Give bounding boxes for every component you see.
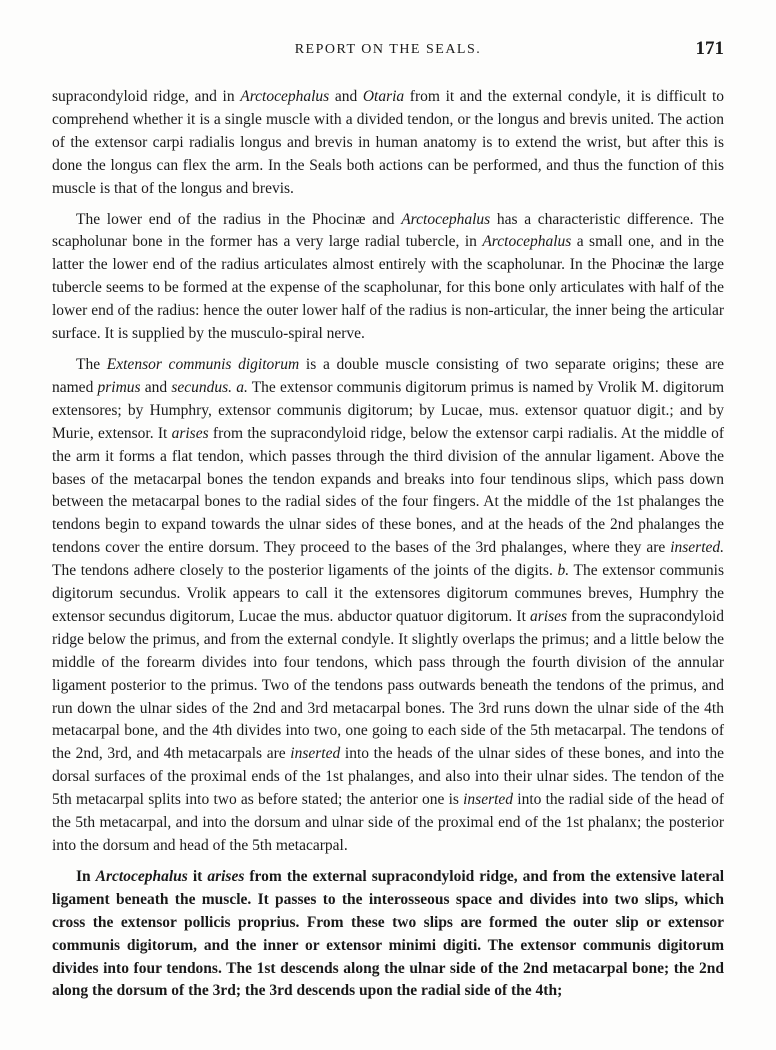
italic-text: inserted — [290, 745, 341, 763]
italic-text: Arctocephalus — [95, 867, 188, 885]
text-run: supracondyloid ridge, and in — [52, 88, 241, 105]
text-run: it — [187, 867, 208, 885]
italic-text: Arctocephalus — [482, 233, 572, 251]
text-run: The tendons adhere closely to the posterior ligaments of the joints of the digits. — [52, 562, 558, 580]
italic-text: secundus. — [171, 378, 233, 396]
page-number: 171 — [695, 38, 724, 59]
text-run: from the supracondyloid ridge below the primus, and from the external condyle. It slightly overlaps the primus; and a little below the middle of the forearm divides into four tendons, which pass through the fourth division of the annular ligament posterior to the primus. Two of the tendons pass outwards beneath the tendons of the primus, and run down the ulnar sides of the 2nd and 3rd metacarpal bones. The 3rd runs down the ulnar side of the 4th metacarpal bone, and the 4th divides into two, one going to each side of the 5th metacarpal. The tendons of the 2nd, 3rd, and 4th metacarpals are — [52, 607, 725, 763]
body-text — [52, 86, 724, 1003]
italic-text: Arctocephalus — [401, 210, 491, 228]
italic-text: primus — [97, 378, 141, 396]
text-run: and — [140, 378, 172, 396]
italic-text: Extensor communis digitorum — [106, 355, 300, 373]
italic-text: Arctocephalus — [240, 88, 330, 105]
paragraph-4 — [52, 866, 724, 1003]
text-run: The extensor communis digitorum secundus. Vrolik appears to call it the extensores digitorum communes breves, Humphry the extensor secundus digitorum, Lucae the mus. abductor quatuor digitorum. It — [52, 562, 724, 625]
italic-text: a. — [236, 378, 248, 396]
paragraph-1 — [52, 86, 724, 201]
text-run: from the supracondyloid ridge, below the extensor carpi radialis. At the middle of the arm it forms a flat tendon, which passes through the third division of the annular ligament. Above the bases of the metacarpal bones the tendon expands and breaks into four tendinous slips, which pass down between the metacarpal bones to the radial sides of the four fingers. At the middle of the 1st phalanges the tendons begin to expand towards the ulnar sides of these bones, and at the heads of the 2nd phalanges the tendons cover the entire dorsum. They proceed to the bases of the 3rd phalanges, where they are — [52, 424, 724, 557]
text-run: The extensor communis digitorum primus is named by Vrolik M. digitorum extensores; by Humphry, extensor communis digitorum; by Lucae, mus. extensor quatuor digit.; and by Murie, extensor. It — [52, 378, 724, 442]
text-run: from it and the external condyle, it is difficult to comprehend whether it is a single muscle with a divided tendon, or the longus and brevis united. The action of the extensor carpi radialis longus and brevis in human anatomy is to extend the wrist, but after this is done the longus can flex the arm. In the Seals both actions can be performed, and thus the function of this muscle is that of the longus and brevis. — [52, 88, 724, 197]
italic-text: inserted — [463, 791, 514, 809]
italic-text: Otaria — [362, 88, 405, 105]
running-head: REPORT ON THE SEALS. — [294, 42, 482, 57]
italic-text: b. — [557, 562, 570, 580]
text-run: The — [76, 355, 107, 373]
text-run: into the radial side of the head of the 5th metacarpal, and into the dorsum and ulnar side of the proximal end of the 1st phalanx; the posterior into the dorsum and head of the 5th metacarpal. — [52, 791, 725, 854]
text-run: and — [329, 88, 363, 105]
italic-text: arises — [171, 424, 209, 442]
text-run: is a double muscle consisting of two separate origins; these are named — [52, 355, 724, 396]
text-run: into the heads of the ulnar sides of these bones, and into the dorsal surfaces of the proximal ends of the 1st phalanges, and also into their ulnar sides. The tendon of the 5th metacarpal splits into two as before stated; the anterior one is — [52, 745, 724, 809]
italic-text: arises — [530, 607, 568, 625]
text-run: from the external supracondyloid ridge, and from the extensive lateral ligament beneath the muscle. It passes to the interosseous space and divides into two slips, which cross the extensor pollicis proprius. From these two slips are formed the outer slip or extensor communis digitorum, and the inner or extensor minimi digiti. The extensor communis digitorum divides into four tendons. The 1st descends along the ulnar side of the 2nd metacarpal bone; the 2nd along the dorsum of the 3rd; the 3rd descends upon the radial side of the 4th; — [52, 867, 725, 1000]
text-run: In — [76, 867, 96, 885]
text-run: a small one, and in the latter the lower end of the radius articulates almost entirely with the scapholunar. In the Phocinæ the large tubercle seems to be formed at the expense of the scapholunar, for this bone only articulates with half of the lower end of the radius: hence the outer lower half of the radius is non-articular, the inner being the articular surface. It is supplied by the musculo-spiral nerve. — [52, 233, 724, 343]
paragraph-3 — [52, 354, 724, 858]
italic-text: inserted. — [670, 539, 724, 557]
page-header — [52, 40, 724, 70]
text-run: The lower end of the radius in the Phocinæ and — [76, 210, 402, 228]
paragraph-2 — [52, 209, 724, 346]
text-run: has a characteristic difference. The scapholunar bone in the former has a very large radial tubercle, in — [52, 210, 725, 251]
italic-text: arises — [207, 867, 245, 885]
